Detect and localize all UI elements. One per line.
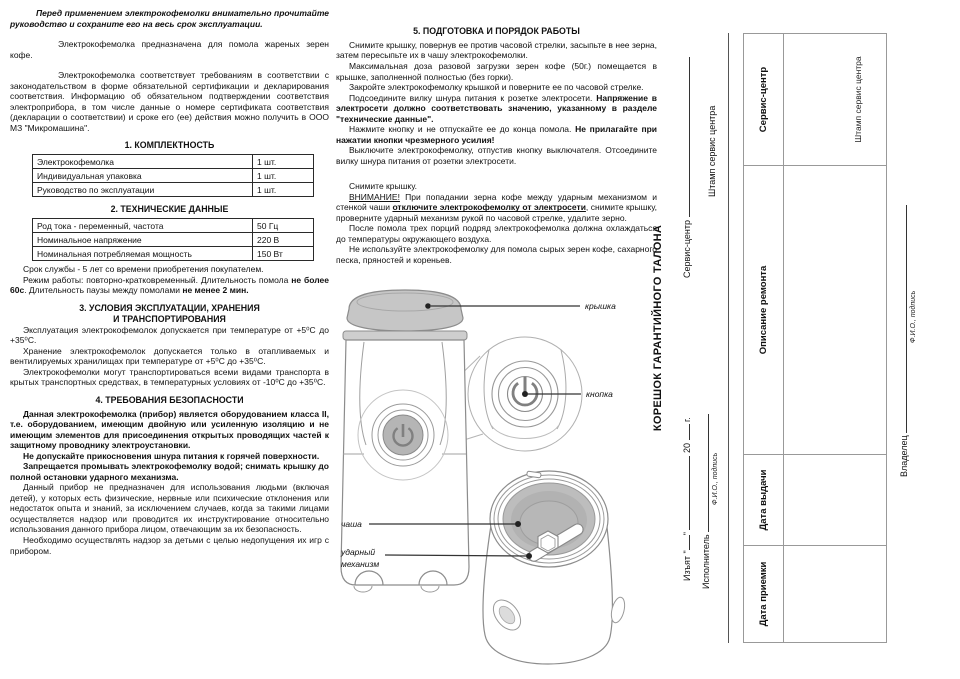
step-paragraph: Снимите крышку, повернув ее против часовой стрелки, засыпьте в нее зерна, затем пересыпьте их в чашу электрокофемолки. [336, 39, 657, 61]
contents-item: Руководство по эксплуатации [33, 183, 253, 197]
certification-paragraph: Электрокофемолка соответствует требованиям в соответствии с законодательством в форме обязательной сертификации и декларирования соответствия. Информацию об обязательном подтверждении соответствия электроприбора, в том числе данные о номере сертификата соответствия (декларации о соответствии) и сроке его (ее) действия можно получить в ООО МЗ "Микромашина". [10, 70, 329, 133]
section3-heading [10, 303, 329, 325]
service-center-line [680, 58, 692, 279]
bowl-callout-dot [515, 521, 521, 527]
contents-table [32, 154, 314, 197]
warranty-stub-title: КОРЕШОК ГАРАНТИЙНОГО ТАЛОНА [652, 224, 664, 432]
table-row [33, 155, 314, 169]
contents-qty: 1 шт. [253, 183, 314, 197]
spec-name: Номинальное напряжение [33, 233, 253, 247]
seized-label: Изъят [682, 555, 692, 581]
remove-lid-paragraph: Снимите крышку. [349, 181, 418, 192]
spec-name: Род тока - переменный, частота [33, 219, 253, 233]
executor-line [699, 414, 711, 589]
restricted-users-paragraph: Данный прибор не предназначен для использования людьми (включая детей), у которых есть физические, нервные или психические отклонения или недостаток опыта и знаний, за исключением случаев, когда за такими лицами осуществляется надзор или проводится их инструктирование относительно использования данного прибора лицом, отвечающим за их безопасность. [10, 482, 329, 535]
table-row [33, 219, 314, 233]
receive-date-cell [784, 545, 886, 642]
section3-heading-line1: 3. УСЛОВИЯ ЭКСПЛУАТАЦИИ, ХРАНЕНИЯ [79, 302, 260, 313]
executor-signature-caption: Ф.И.О., подпись [712, 452, 719, 505]
service-life-paragraph: Срок службы - 5 лет со времени приобретения покупателем. [23, 264, 264, 275]
step-paragraph: Выключите электрокофемолку, отпустив кнопку выключателя. Отсоедините вилку шнура питания от розетки электросети. [336, 145, 657, 166]
contents-item: Индивидуальная упаковка [33, 169, 253, 183]
quote-mark: " [682, 532, 692, 536]
owner-blank [897, 205, 907, 433]
lid-callout-dot [425, 303, 431, 309]
button-callout-dot [522, 391, 528, 397]
column-header-repair-description: Описание ремонта [744, 165, 784, 454]
service-center-blank [680, 58, 690, 218]
operating-mode-paragraph: Режим работы: повторно-кратковременный. Длительность помола не более 60с. Длительность паузы между помолами не менее 2 мин. [10, 274, 330, 296]
service-center-stamp-cell: Штамп сервис центра [852, 56, 863, 143]
section2-heading: 2. ТЕХНИЧЕСКИЕ ДАННЫЕ [110, 204, 229, 215]
left-column [10, 8, 329, 556]
month-blank [680, 456, 690, 530]
table-row [33, 247, 314, 261]
column-header-receive-date: Дата приемки [744, 545, 784, 642]
year-prefix: 20 [682, 443, 692, 454]
step-paragraph: Подсоедините вилку шнура питания к розетке электросети. Напряжение в электросети должно соответствовать значению, указанному в разделе "технические данные". [336, 92, 658, 124]
spec-value: 150 Вт [253, 247, 314, 261]
technical-data-table [32, 218, 314, 261]
warranty-stub-section [650, 30, 960, 643]
grinder-lid-drawing [343, 290, 467, 340]
section3-heading-line2: И ТРАНСПОРТИРОВАНИЯ [113, 313, 226, 324]
operation-conditions-paragraph: Эксплуатация электрокофемолок допускается при температуре от +5⁰С до +35⁰С. [10, 324, 329, 346]
spec-name: Номинальная потребляемая мощность [33, 247, 253, 261]
year-suffix: г. [682, 417, 692, 422]
intro-paragraph: Перед применением электрокофемолки внимательно прочитайте руководство и сохраните его на весь срок эксплуатации. [10, 8, 329, 29]
transport-paragraph: Электрокофемолки могут транспортироваться всеми видами транспорта в крытых транспортных средствах, в температурных условиях от -10⁰С до +35⁰С. [10, 366, 329, 388]
raw-beans-paragraph: Не используйте электрокофемолку для помола сырых зерен кофе, сахарного песка, пряностей и кореньев. [336, 244, 657, 265]
column-header-service-center: Сервис-центр [744, 34, 784, 165]
button-label: кнопка [586, 389, 613, 399]
owner-label: Владелец [899, 435, 909, 477]
table-row [33, 183, 314, 197]
grinder-topview-drawing [483, 471, 627, 664]
table-row [33, 233, 314, 247]
coffee-grinder-diagram [333, 287, 673, 677]
service-center-label: Сервис-центр [682, 220, 692, 278]
cooling-paragraph: После помола трех порций подряд электрокофемолка должна охлаждаться до температуры окружающего воздуха. [336, 223, 657, 244]
day-blank [680, 535, 690, 550]
contents-qty: 1 шт. [253, 155, 314, 169]
column-header-issue-date: Дата выдачи [744, 454, 784, 545]
striker-label-line1: ударный [341, 547, 376, 557]
contents-item: Электрокофемолка [33, 155, 253, 169]
stub-stamp-caption: Штамп сервис центра [707, 105, 717, 197]
repair-description-cell [784, 165, 886, 454]
purpose-paragraph: Электрокофемолка предназначена для помола жареных зерен кофе. [10, 39, 329, 60]
cord-warning-paragraph: Не допускайте прикосновения шнура питания к горячей поверхности. [23, 450, 320, 461]
contents-qty: 1 шт. [253, 169, 314, 183]
warranty-table [743, 33, 887, 643]
issue-date-cell [784, 454, 886, 545]
striker-label-line2: механизм [341, 559, 380, 569]
step-paragraph: Максимальная доза разовой загрузки зерен кофе (50г.) помещается в крышке, заполненной полностью (без горки). [336, 60, 657, 82]
class2-paragraph: Данная электрокофемолка (прибор) является оборудованием класса II, т.е. оборудованием, имеющим двойную или усиленную изоляцию и не имеющим элементов для присоединения открытых проводящих частей к защитному проводнику электроустановки. [10, 408, 329, 451]
table-row [33, 169, 314, 183]
storage-paragraph: Хранение электрокофемолок допускается только в отапливаемых и вентилируемых хранилищах при температуре от +5⁰С до +35⁰С. [10, 345, 329, 367]
section1-heading: 1. КОМПЛЕКТНОСТЬ [124, 140, 215, 151]
children-supervision-paragraph: Необходимо осуществлять надзор за детьми с целью недопущения их игр с прибором. [10, 535, 329, 556]
owner-signature-caption: Ф.И.О., подпись [910, 290, 917, 343]
tear-off-line [728, 33, 729, 643]
step-paragraph: Нажмите кнопку и не отпускайте ее до конца помола. Не прилагайте при нажатии кнопки чрезмерного усилия! [336, 124, 658, 145]
section5-heading: 5. ПОДГОТОВКА И ПОРЯДОК РАБОТЫ [413, 26, 580, 36]
spec-value: 220 В [253, 233, 314, 247]
foot [421, 586, 439, 592]
attention-paragraph: ВНИМАНИЕ! При попадании зерна кофе между ударным механизмом и стенкой чаши отключите электрокофемолку от электросети, снимите крышку, проверните ударный механизм рукой по часовой стрелке, удалите зерно. [336, 191, 657, 223]
quote-mark: " [682, 550, 692, 554]
executor-blank [699, 414, 709, 532]
foot [354, 586, 372, 592]
seized-date-line [680, 417, 692, 581]
spec-value: 50 Гц [253, 219, 314, 233]
section4-heading: 4. ТРЕБОВАНИЯ БЕЗОПАСНОСТИ [95, 394, 244, 405]
middle-column [336, 26, 657, 266]
step-paragraph: Закройте электрокофемолку крышкой и поверните ее по часовой стрелке. [349, 82, 644, 93]
lid-label: крышка [585, 301, 616, 311]
executor-label: Исполнитель [701, 534, 711, 589]
washing-warning-paragraph: Запрещается промывать электрокофемолку водой; снимать крышку до полной остановки ударного механизма. [10, 461, 329, 482]
striker-callout-dot [526, 553, 532, 559]
year-blank [680, 424, 690, 440]
owner-line [897, 205, 909, 477]
bowl-label: чаша [341, 519, 362, 529]
